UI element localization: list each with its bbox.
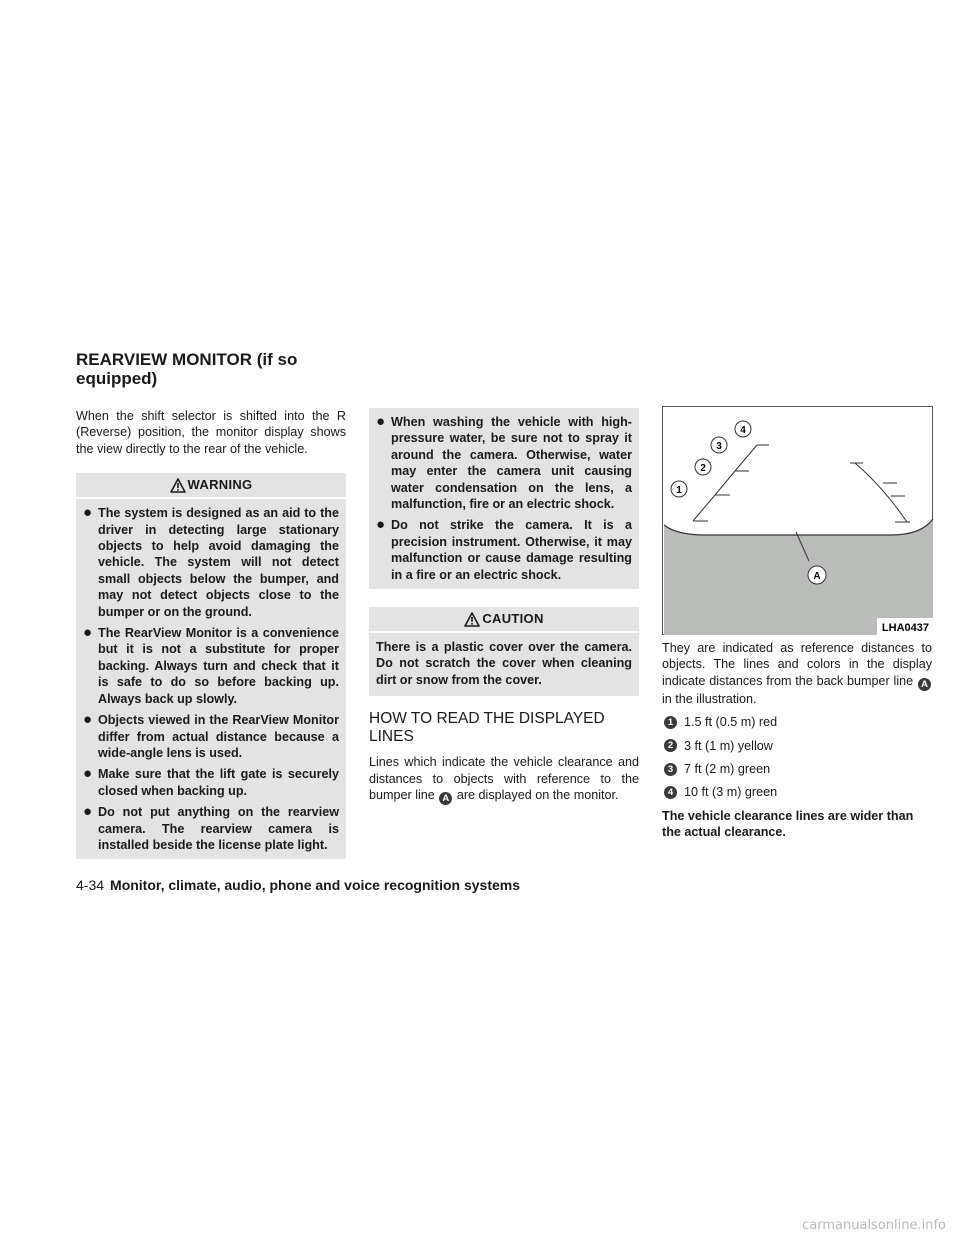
rearview-illustration [662, 406, 933, 635]
intro-paragraph: When the shift selector is shifted into the R (Reverse) position, the monitor display shows the view directly to the rear of the vehicle. [76, 409, 346, 456]
subsection-body: Lines which indicate the vehicle clearance and distances to objects with reference to the bumper line A are displayed on the monitor. [369, 755, 639, 805]
marker-2-icon: 2 [664, 739, 677, 752]
closing-note: The vehicle clearance lines are wider than the actual clearance. [662, 808, 914, 840]
watermark: carmanualsonline.info [802, 1218, 946, 1233]
warning-item: ● Do not strike the camera. It is a precision instrument. Otherwise, it may malfunction or cause damage resulting in a fire or an electric shock. [376, 516, 632, 582]
column-right [662, 406, 932, 841]
figure-label-2 [695, 459, 711, 475]
figure-label-a [808, 566, 826, 584]
svg-text:A: A [813, 571, 821, 582]
warning-item: ● The RearView Monitor is a convenience but it is not a substitute for proper backing. Always turn and check that it is safe to do so before backing up. Always back up slowly. [83, 624, 339, 706]
marker-4-icon: 4 [664, 786, 677, 799]
svg-text:4: 4 [740, 425, 746, 436]
caution-label: CAUTION [482, 610, 544, 626]
caution-text: There is a plastic cover over the camera. Do not scratch the cover when cleaning dirt or snow from the cover. [376, 640, 632, 687]
marker-1-icon: 1 [664, 716, 677, 729]
warning-item: ● Make sure that the lift gate is securely closed when backing up. [83, 765, 339, 798]
distance-item: 4 10 ft (3 m) green [662, 784, 932, 800]
svg-text:1: 1 [676, 485, 682, 496]
svg-text:2: 2 [700, 463, 706, 474]
figure-code: LHA0437 [881, 622, 929, 634]
footer-title: Monitor, climate, audio, phone and voice recognition systems [110, 877, 520, 893]
warning-item: ● Objects viewed in the RearView Monitor differ from actual distance because a wide-angle lens is used. [83, 711, 339, 760]
section-title: REARVIEW MONITOR (if so equipped) [76, 350, 298, 388]
subsection-title: HOW TO READ THE DISPLAYED LINES [369, 710, 605, 746]
column-left [76, 408, 346, 859]
warning-box [76, 499, 346, 859]
marker-a-icon: A [918, 678, 931, 691]
warning-item: ● The system is designed as an aid to the driver in detecting large stationary objects to help avoid damaging the vehicle. The system will not detect small objects below the bumper, and may not detect objects close to the bumper or on the ground. [83, 504, 339, 619]
warning-banner [76, 473, 346, 497]
svg-text:3: 3 [716, 441, 722, 452]
distance-item: 2 3 ft (1 m) yellow [662, 738, 932, 754]
warning-item: ● When washing the vehicle with high-pressure water, be sure not to spray it around the camera. Otherwise, water may enter the camera unit causing water condensation on the lens, a malfunction, fire or an electric shock. [376, 413, 632, 512]
page-footer [76, 876, 520, 894]
warning-triangle-icon [170, 478, 186, 493]
warning-item: ● Do not put anything on the rearview camera. The rearview camera is installed beside the license plate light. [83, 803, 339, 852]
marker-3-icon: 3 [664, 763, 677, 776]
caution-banner [369, 607, 639, 631]
figure-label-4 [735, 421, 751, 437]
reference-paragraph: They are indicated as reference distances to objects. The lines and colors in the display indicate distances from the back bumper line A in the illustration. [662, 641, 932, 706]
figure-label-1 [671, 481, 687, 497]
page-number: 4-34 [76, 877, 105, 893]
warning-label: WARNING [187, 477, 253, 493]
distance-item: 1 1.5 ft (0.5 m) red [662, 714, 932, 730]
column-middle [369, 408, 639, 805]
figure-label-3 [711, 437, 727, 453]
caution-triangle-icon [464, 612, 480, 627]
distance-item: 3 7 ft (2 m) green [662, 761, 932, 777]
caution-box [369, 633, 639, 696]
marker-a-icon: A [439, 792, 452, 805]
rearview-diagram [663, 407, 934, 636]
warning-box-continued [369, 408, 639, 589]
